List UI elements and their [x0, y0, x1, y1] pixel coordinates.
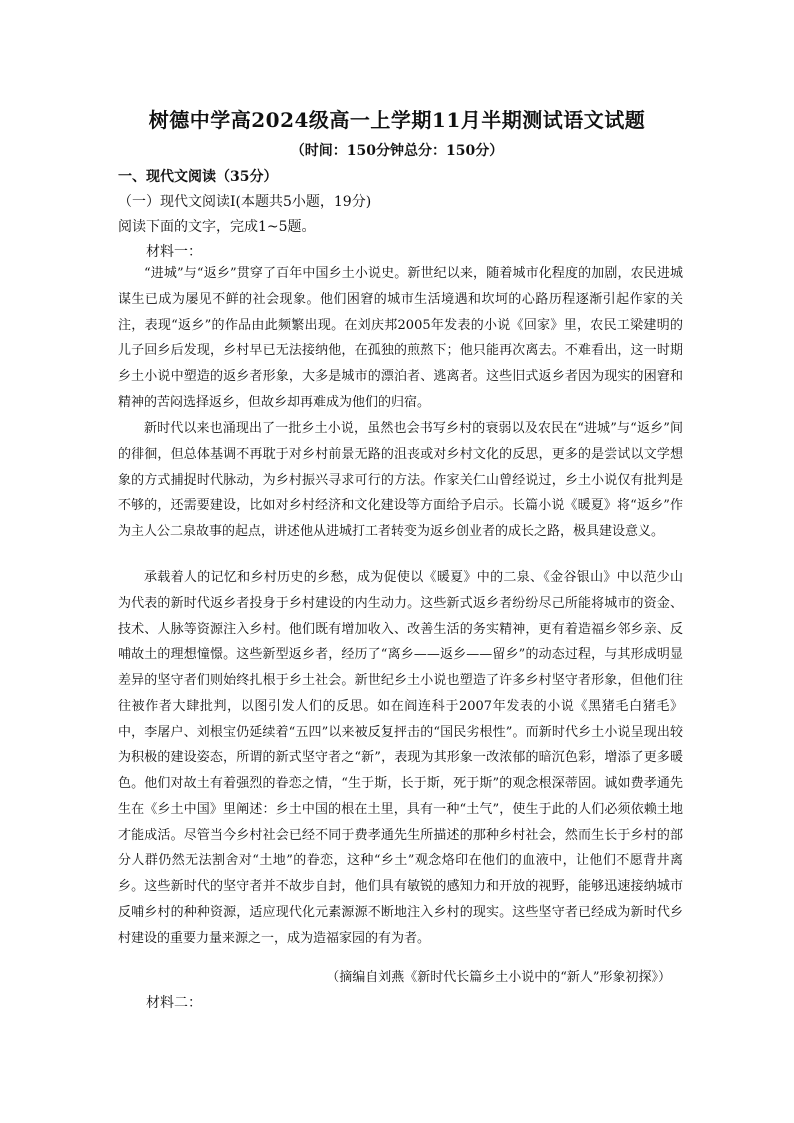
material-two-label: 材料二：: [146, 995, 202, 1011]
paragraph-3: 承载着人的记忆和乡村历史的乡愁，成为促使以《暖夏》中的二泉、《金谷银山》中以范少山为代表的新时代返乡者投身于乡村建设的内生动力。这些新式返乡者纷纷尽己所能将城市的资金、技术、人脉等资源注入乡村。他们既有增加收入、改善生活的务实精神，更有着造福乡邻乡亲、反哺故土的理想憧憬。这些新型返乡者，经历了“离乡——返乡——留乡”的动态过程，与其形成明显差异的坚守者们则始终扎根于乡土社会。新世纪乡土小说也塑造了许多乡村坚守者形象，但他们往往被作者大肆批判，以图引发人们的反思。如在阎连科于2007年发表的小说《黑猪毛白猪毛》中，李屠户、刘根宝仍延续着“五四”以来被反复抨击的“国民劣根性”。而新时代乡土小说呈现出较为积极的建设姿态，所谓的新式坚守者之“新”，表现为其形象一改浓郁的暗沉色彩，增添了更多暖色。他们对故土有着强烈的眷恋之情，“生于斯，长于斯，死于斯”的观念根深蒂固。诚如费孝通先生在《乡土中国》里阐述：乡土中国的根在土里，具有一种“土气”，使生于此的人们必须依赖土地才能成活。尽管当今乡村社会已经不同于费孝通先生所描述的那种乡村社会，然而生长于乡村的部分人群仍然无法割舍对“土地”的眷恋，这种“乡土”观念烙印在他们的血液中，让他们不愿背井离乡。这些新时代的坚守者并不故步自封，他们具有敏锐的感知力和开放的视野，能够迅速接纳城市反哺乡村的种种资源，适应现代化元素源源不断地注入乡村的现实。这些坚守者已经成为新时代乡村建设的重要力量来源之一，成为造福家园的有为者。: [118, 570, 683, 946]
source-note: （摘编自刘燕《新时代长篇乡土小说中的“新人”形象初探》）: [326, 970, 671, 985]
reading-instruction: 阅读下面的文字，完成1~5题。: [118, 219, 316, 235]
material-one-label: 材料一：: [146, 244, 202, 260]
paragraph-2: 新时代以来也涌现出了一批乡土小说，虽然也会书写乡村的衰弱以及农民在“进城”与“返乡”间的徘徊，但总体基调不再耽于对乡村前景无路的沮丧或对乡村文化的反思，更多的是尝试以文学想象的方式捕捉时代脉动，为乡村振兴寻求可行的方法。作家关仁山曾经说过，乡土小说仅有批判是不够的，还需要建设，比如对乡村经济和文化建设等方面给予启示。长篇小说《暖夏》将“返乡”作为主人公二泉故事的起点，讲述他从进城打工者转变为返乡创业者的成长之路，极具建设意义。: [118, 421, 683, 539]
page-title: 树德中学高2024级高一上学期11月半期测试语文试题: [148, 108, 646, 132]
sub-section-heading: （一）现代文阅读Ⅰ(本题共5小题，19分): [118, 194, 372, 210]
paragraph-1: “进城”与“返乡”贯穿了百年中国乡土小说史。新世纪以来，随着城市化程度的加剧，农民进城谋生已成为屡见不鲜的社会现象。他们困窘的城市生活境遇和坎坷的心路历程逐渐引起作家的关注，表现“返乡”的作品由此频繁出现。在刘庆邦2005年发表的小说《回家》里，农民工梁建明的儿子回乡后发现，乡村早已无法接纳他，在孤独的煎熬下；他只能再次离去。不难看出，这一时期乡土小说中塑造的返乡者形象，大多是城市的漂泊者、逃离者。这些旧式返乡者因为现实的困窘和精神的苦闷选择返乡，但故乡却再难成为他们的归宿。: [118, 266, 683, 410]
section-heading: 一、现代文阅读（35分）: [118, 169, 278, 185]
exam-time-score: （时间：150分钟总分：150分）: [290, 143, 504, 159]
